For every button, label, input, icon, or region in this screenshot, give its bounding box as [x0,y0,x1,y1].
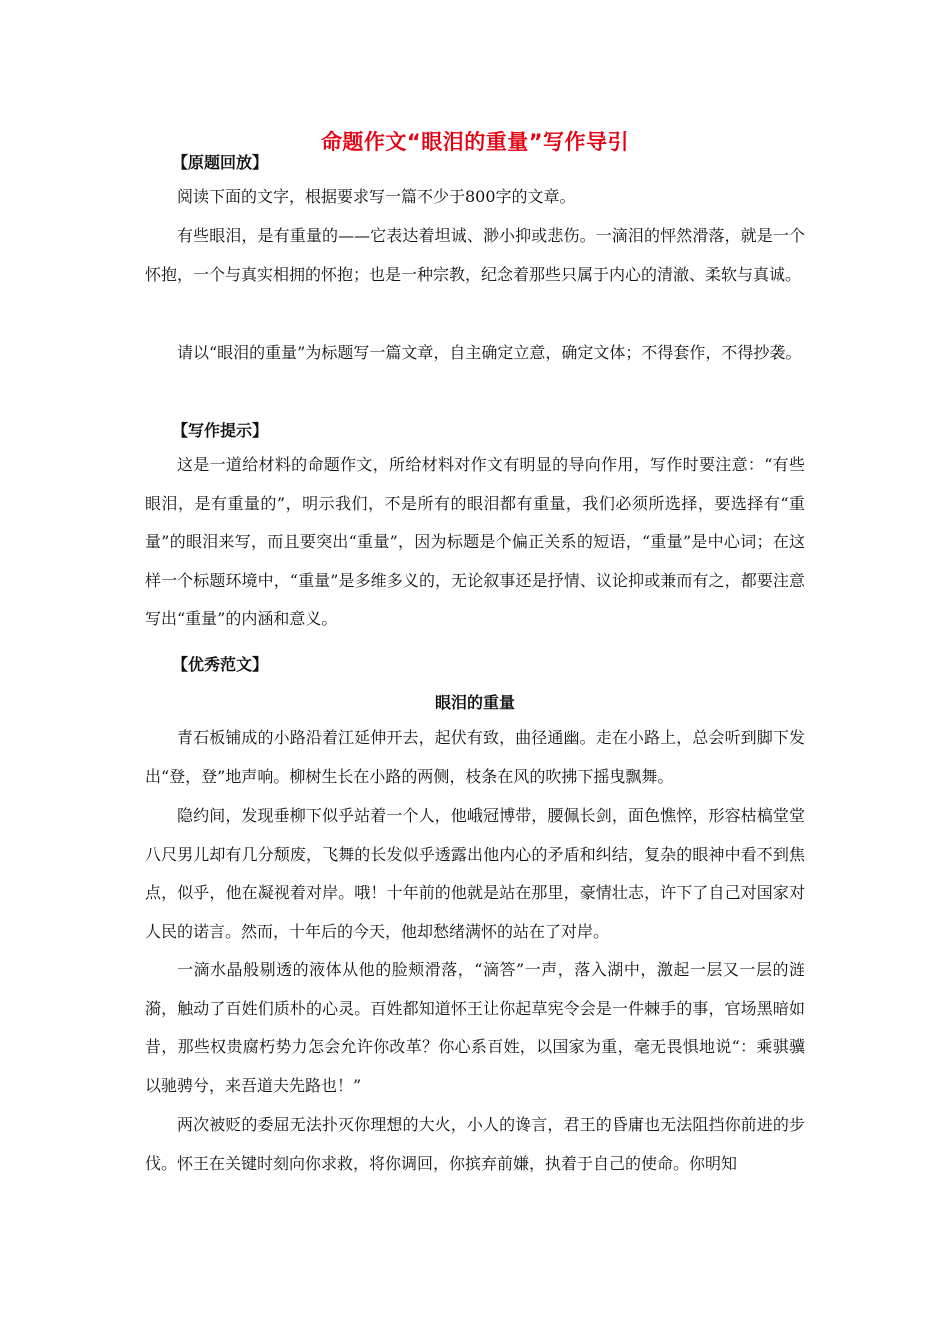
paragraph: 两次被贬的委屈无法扑灭你理想的大火，小人的谗言，君王的昏庸也无法阻挡你前进的步伐。怀王在关键时刻向你求救，将你调回，你摈弃前嫌，执着于自己的使命。你明知 [145,1115,805,1173]
section-heading-tips: 【写作提示】 [172,421,269,440]
section-heading-essay: 【优秀范文】 [172,655,269,674]
paragraph: 隐约间，发现垂柳下似乎站着一个人，他峨冠博带，腰佩长剑，面色憔悴，形容枯槁堂堂八尺男儿却有几分颓废，飞舞的长发似乎透露出他内心的矛盾和纠结，复杂的眼神中看不到焦点，似乎，他在凝视着对岸。哦！十年前的他就是站在那里，豪情壮志，许下了自己对国家对人民的诺言。然而，十年后的今天，他却愁绪满怀的站在了对岸。 [145,806,805,941]
essay-title: 眼泪的重量 [434,693,515,712]
paragraph: 请以“眼泪的重量”为标题写一篇文章，自主确定立意，确定文体；不得套作，不得抄袭。 [177,343,802,362]
paragraph: 有些眼泪，是有重量的——它表达着坦诚、渺小抑或悲伤。一滴泪的怦然滑落，就是一个怀抱，一个与真实相拥的怀抱；也是一种宗教，纪念着那些只属于内心的清澈、柔软与真诚。 [145,226,805,284]
paragraph: 这是一道给材料的命题作文，所给材料对作文有明显的导向作用，写作时要注意：“有些眼泪，是有重量的”，明示我们，不是所有的眼泪都有重量，我们必须所选择，要选择有“重量”的眼泪来写，而且要突出“重量”，因为标题是个偏正关系的短语，“重量”是中心词；在这样一个标题环境中，“重量”是多维多义的，无论叙事还是抒情、议论抑或兼而有之，都要注意写出“重量”的内涵和意义。 [145,455,805,628]
document-title: 命题作文“眼泪的重量”写作导引 [320,130,630,154]
section-heading-original: 【原题回放】 [172,153,269,172]
paragraph: 阅读下面的文字，根据要求写一篇不少于800字的文章。 [177,187,576,206]
paragraph: 青石板铺成的小路沿着江延伸开去，起伏有致，曲径通幽。走在小路上，总会听到脚下发出“登，登”地声响。柳树生长在小路的两侧，枝条在风的吹拂下摇曳飘舞。 [145,728,805,786]
paragraph: 一滴水晶般剔透的液体从他的脸颊滑落，“滴答”一声，落入湖中，激起一层又一层的涟漪，触动了百姓们质朴的心灵。百姓都知道怀王让你起草宪令会是一件棘手的事，官场黑暗如昔，那些权贵腐朽势力怎会允许你改革？你心系百姓，以国家为重，毫无畏惧地说“：乘骐骥以驰骋兮，来吾道夫先路也！” [145,960,805,1095]
